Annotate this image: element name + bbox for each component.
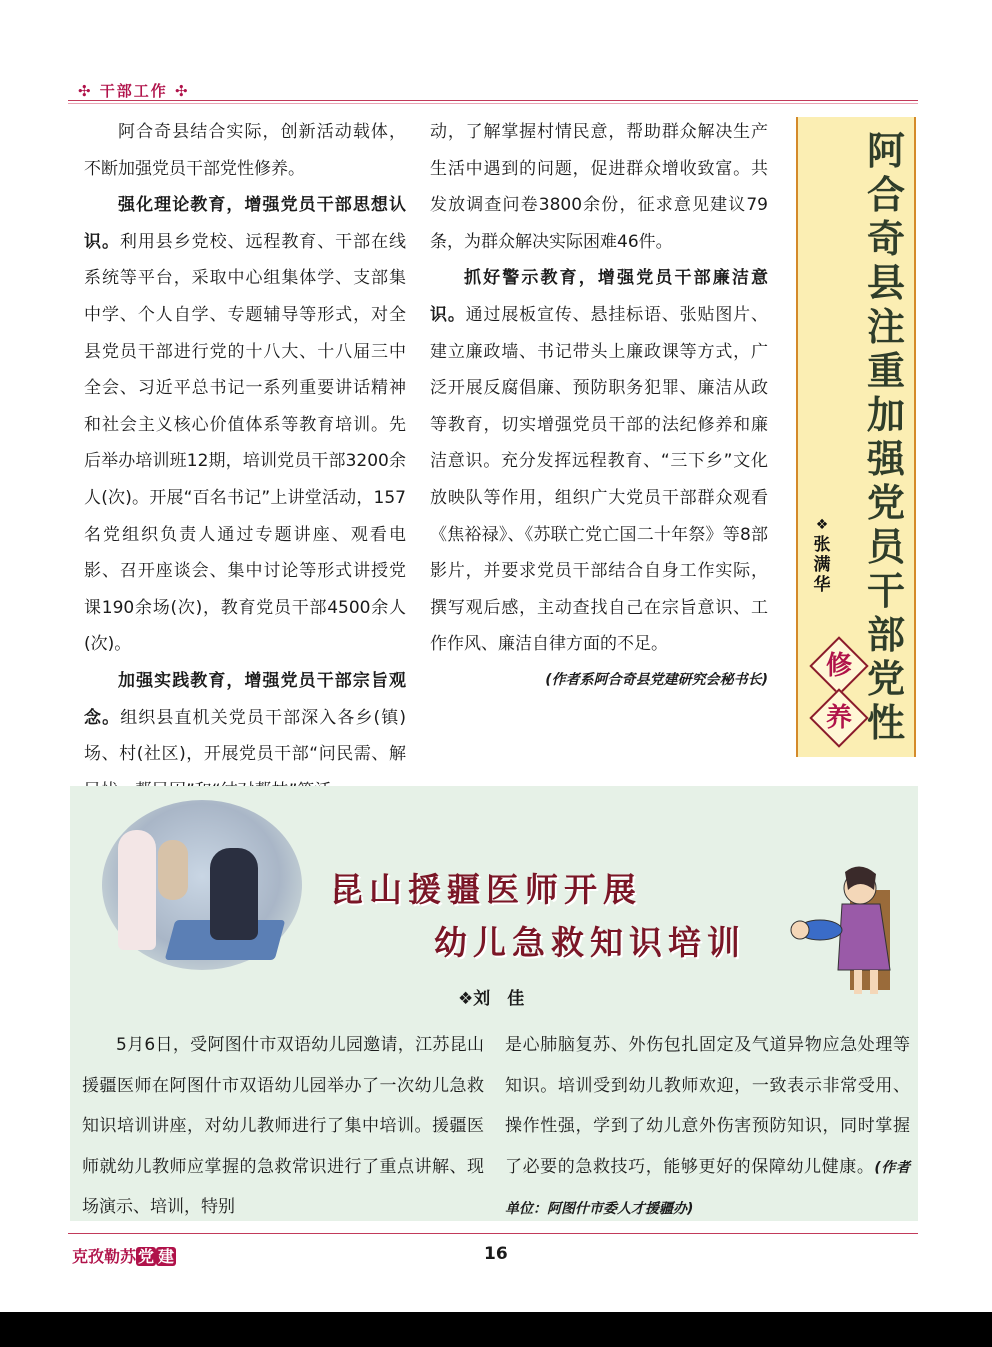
paragraph-body: 组织县直机关党员干部深入各乡(镇)场、村(社区)，开展党员干部“问民需、解 [84, 707, 407, 765]
article2-column-1 [82, 1025, 484, 1228]
training-photo-person [158, 840, 188, 900]
article2-author: ❖刘 佳 [458, 989, 525, 1009]
article1-author [810, 515, 834, 595]
article1-paragraph [430, 260, 768, 663]
page-number: 16 [484, 1244, 508, 1264]
footer-rule [68, 1233, 918, 1234]
training-photo-person [118, 830, 156, 950]
article1-column-2 [430, 114, 768, 693]
paragraph-body: 利用县乡党校、远程教育、干部在线系统等平台，采取中心组集体学、支部集中学、个人自学、专题辅导等形式，对全县党员干部进行党的十八大、十八届三中全会、习近平总书记一系列重要讲话精神和社会主义核心价值体系等教育培训。先后举办培训班12期，培训党员干部3200余人(次)。开展“百名书记”上讲堂活动，157名党组织负责人通过专题讲座、观看电影、召开座谈会、集中讨论等形式讲授党课190余场(次)，教育党员干部4500余人(次)。 [84, 231, 407, 655]
title-char: 注 [866, 305, 905, 349]
badge-char: 养 [825, 703, 852, 733]
mother-child-illustration [790, 860, 910, 1000]
title-char: 县 [866, 261, 905, 305]
author-mark: ❖ [815, 517, 829, 533]
mother-leg [870, 970, 878, 994]
title-char: 部 [866, 613, 905, 657]
article2-paragraph: 5月6日，受阿图什市双语幼儿园邀请，江苏昆山援疆医师在阿图什市双语幼儿园举办了一次幼儿急救知识培训讲座，对幼儿教师进行了集中培训。援疆医师就幼儿教师应掌握的急救常识进行了重点讲解、现场演示、培训，特别 [82, 1035, 484, 1217]
badge-char: 修 [825, 651, 852, 681]
section-label: ✣ 干部工作 ✣ [78, 82, 190, 100]
title-char: 员 [866, 525, 905, 569]
article1-title [862, 129, 910, 745]
article2-paragraph [505, 1025, 910, 1230]
mother-leg [854, 970, 862, 994]
article1-paragraph: 阿合奇县结合实际，创新活动载体，不断加强党员干部党性修养。 [84, 122, 406, 179]
bottom-bar [0, 1312, 992, 1347]
paragraph-lead: 抓好警示教育，增强党员干部廉洁意识。 [430, 268, 768, 325]
magazine-label [72, 1244, 176, 1267]
title-char: 干 [866, 569, 905, 613]
title-char: 性 [866, 701, 905, 745]
child-head [791, 921, 809, 939]
article2-column-2 [505, 1025, 910, 1230]
title-char: 党 [866, 481, 905, 525]
paragraph-body: 通过展板宣传、悬挂标语、张贴图片、建立廉政墙、书记带头上廉政课等方式，广泛开展反腐倡廉、预防职务犯罪、廉洁从政等教育，切实增强党员干部的法纪修养和廉洁意识。充分发挥远程教育、“三下乡”文化放映队等作用，组织广大党员干部群众观看《焦裕禄》、《苏联亡党亡国二十年祭》等8部影片，并要求党员干部结合自身工作实际，撰写观后感，主动查找自己在宗旨意识、工作作风、廉洁自律方面的不足。 [430, 304, 769, 655]
title-char: 党 [866, 657, 905, 701]
title-char: 强 [866, 437, 905, 481]
author-name: 张满华 [813, 535, 831, 595]
header-rule [68, 100, 918, 104]
article1-paragraph [84, 187, 406, 663]
magazine-label-highlight: 建 [158, 1247, 175, 1266]
article2-title-line2: 幼儿急救知识培训 [434, 923, 746, 962]
title-char: 合 [866, 173, 905, 217]
training-photo-person [210, 848, 258, 940]
article2-title-line1: 昆山援疆医师开展 [330, 870, 642, 909]
paragraph-lead: 强化理论教育，增强党员干部思想认识。 [84, 195, 406, 252]
article1-title-box [796, 117, 916, 757]
title-char: 奇 [866, 217, 905, 261]
title-char: 阿 [866, 129, 905, 173]
magazine-label-highlight: 党 [138, 1247, 155, 1266]
paragraph-body: 是心肺脑复苏、外伤包扎固定及气道异物应急处理等知识。培训受到幼儿教师欢迎，一致表示非常受用、操作性强，学到了幼儿意外伤害预防知识，同时掌握了必要的急救技巧，能够更好的保障幼儿健康。 [505, 1035, 910, 1177]
article1-paragraph: 动，了解掌握村情民意，帮助群众解决生产生活中遇到的问题，促进群众增收致富。共发放调查问卷3800余份，征求意见建议79条，为群众解决实际困难46件。 [430, 122, 768, 252]
article1-column-1 [84, 114, 406, 809]
paragraph-lead: 加强实践教育，增强党员干部宗旨观念。 [84, 670, 406, 728]
magazine-label-text: 克孜勒苏 [72, 1247, 137, 1266]
article1-credit: (作者系阿合奇县党建研究会秘书长) [545, 671, 768, 688]
title-char: 重 [866, 349, 905, 393]
title-char: 加 [866, 393, 905, 437]
article2-credit: (作者单位：阿图什市委人才援疆办) [505, 1159, 911, 1217]
